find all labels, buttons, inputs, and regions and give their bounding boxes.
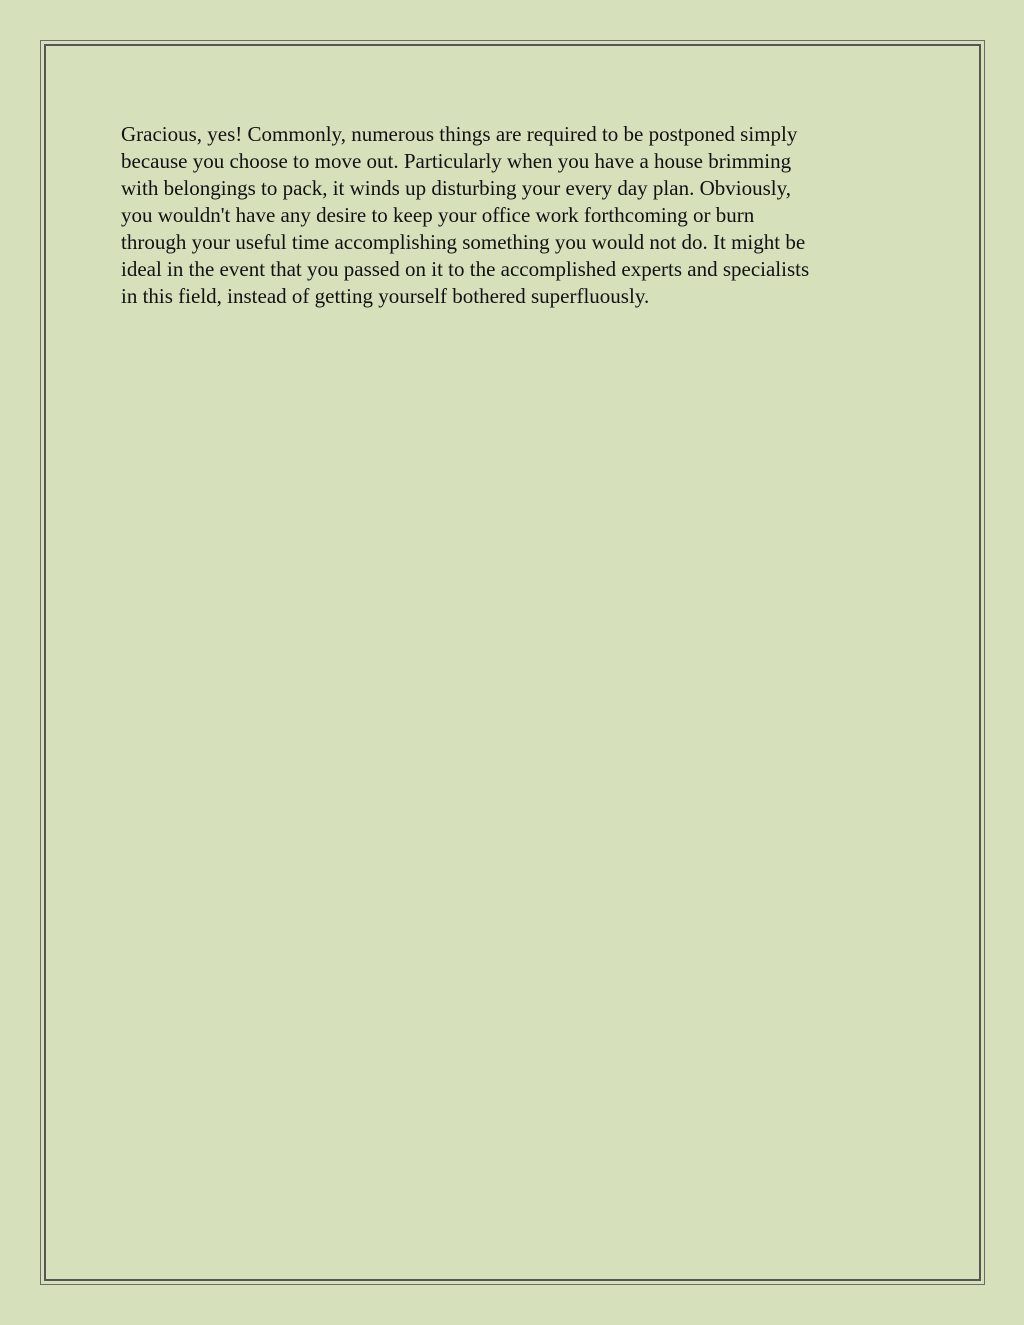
body-paragraph: Gracious, yes! Commonly, numerous things are required to be postponed simply because you choose to move out. Particularly when you have a house brimming with belongings to pack, it winds up disturbing your every day plan. Obviously, you wouldn't have any desire to keep your office work forthcoming or burn through your useful time accomplishing something you would not do. It might be ideal in the event that you passed on it to the accomplished experts and specialists in this field, instead of getting yourself bothered superfluously. bbox=[121, 122, 810, 308]
